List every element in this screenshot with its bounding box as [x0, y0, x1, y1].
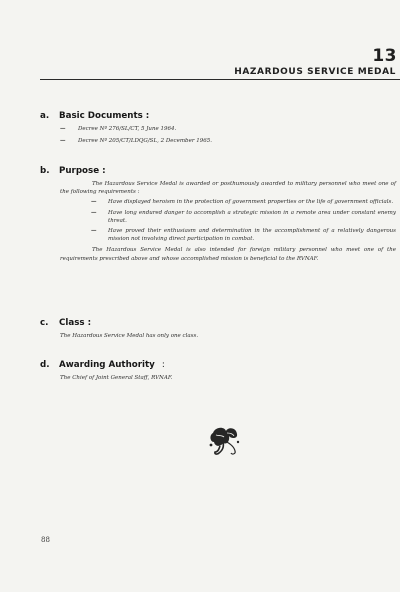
section-letter: b. [40, 166, 50, 176]
running-title: HAZARDOUS SERVICE MEDAL [234, 67, 396, 77]
section-basic-documents [40, 111, 396, 149]
section-heading-purpose [40, 166, 396, 176]
requirement-item [60, 198, 396, 206]
section-title: Basic Documents : [59, 111, 150, 121]
section-heading-basic-documents [40, 111, 396, 121]
section-letter: c. [40, 318, 49, 328]
section-title: Purpose : [59, 166, 106, 176]
requirement-text: Have long endured danger to accomplish a strategic mission in a remote area under constant enemy threat. [108, 209, 396, 224]
class-body [60, 332, 396, 340]
authority-text: The Chief of Joint General Staff, RVNAF. [60, 375, 173, 381]
requirement-text: Have proved their enthusiasm and determination in the accomplishment of a relatively dangerous mission not involving direct participation in combat. [108, 228, 396, 243]
floral-ornament-icon [205, 424, 243, 458]
section-heading-class [40, 318, 396, 328]
section-title: Awarding Authority [59, 360, 155, 370]
heading-colon: : [161, 360, 165, 370]
dash-bullet: — [60, 126, 66, 132]
requirement-item [60, 227, 396, 243]
dash-bullet: — [60, 138, 66, 145]
decree-item [60, 137, 396, 145]
authority-body [60, 374, 396, 382]
decree-text: Decree Nº 276/SL/CT, 5 June 1964. [78, 126, 177, 132]
decree-text: Decree Nº 205/CT/LDQG/SL, 2 December 1965. [78, 138, 212, 145]
class-text: The Hazardous Service Medal has only one class. [60, 333, 199, 339]
section-awarding-authority [40, 360, 396, 382]
section-letter: a. [40, 111, 50, 121]
purpose-body [60, 180, 396, 263]
requirement-text: Have displayed heroism in the protection of government properties or the life of government officials. [108, 199, 394, 206]
section-purpose [40, 166, 396, 263]
section-letter: d. [40, 360, 50, 370]
section-title: Class : [59, 318, 92, 328]
section-class [40, 318, 396, 340]
requirements-list [60, 198, 396, 243]
dash-bullet: — [91, 209, 97, 216]
decree-item [60, 125, 396, 133]
dash-bullet: — [91, 199, 97, 206]
header-rule [40, 79, 400, 80]
chapter-number: 13 [372, 46, 397, 66]
page-number: 88 [41, 536, 50, 544]
purpose-closing: The Hazardous Service Medal is also intended for foreign military personnel who meet one of the requirements prescribed above and whose accomplished mission is beneficial to the RVNAF. [60, 247, 396, 262]
dash-bullet: — [91, 228, 97, 235]
decree-list [60, 125, 396, 145]
requirement-item [60, 209, 396, 225]
purpose-intro: The Hazardous Service Medal is awarded or posthumously awarded to military personnel who meet one of the following requirements : [60, 181, 396, 196]
section-heading-awarding-authority [40, 360, 396, 370]
